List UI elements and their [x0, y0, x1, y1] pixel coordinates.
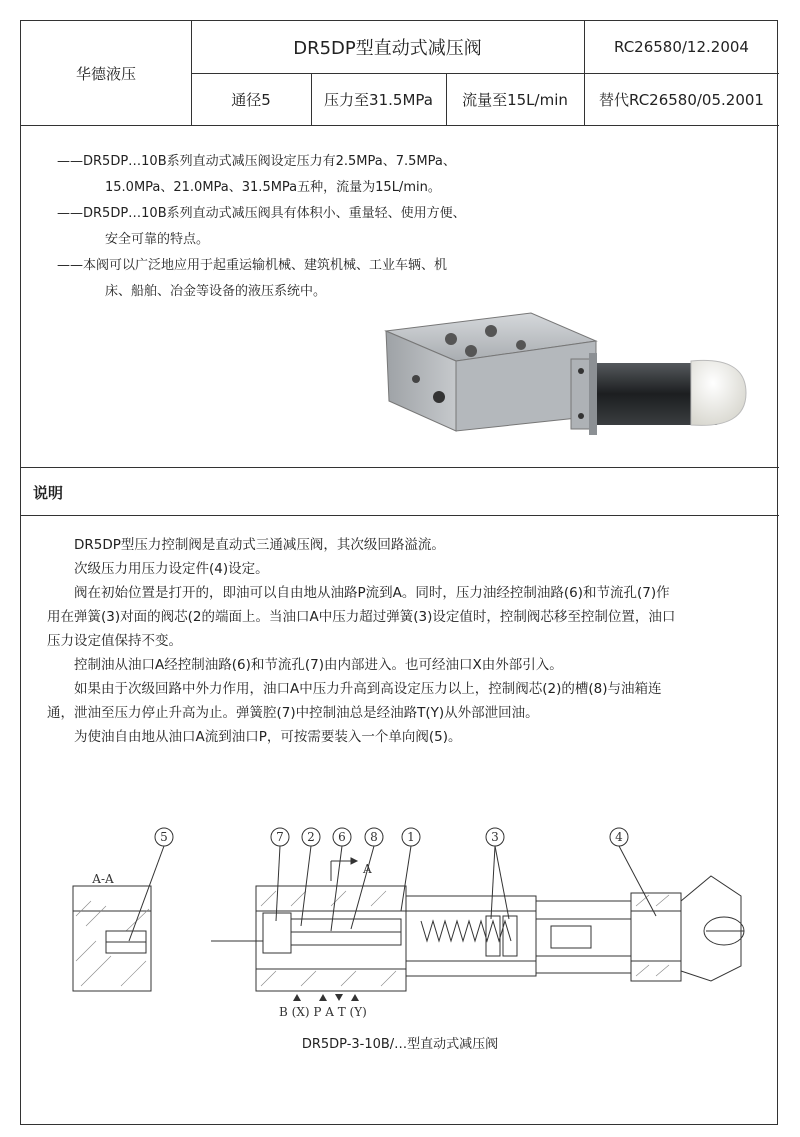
callout-7: 7: [276, 830, 284, 844]
section-arrow-label: A: [363, 862, 372, 876]
description-line: 阀在初始位置是打开的，即油可以自由地从油路P流到A。同时，压力油经控制油路(6)和节流孔(7)作: [74, 585, 670, 601]
port-labels: B (X) P A T (Y): [279, 1005, 367, 1019]
section-title: 说明: [33, 483, 64, 502]
section-divider-top: [21, 467, 779, 468]
description-line: DR5DP型压力控制阀是直动式三通减压阀，其次级回路溢流。: [74, 537, 445, 553]
spec-flow: 流量至15L/min: [462, 90, 568, 109]
drawing-caption: DR5DP-3-10B/…型直动式减压阀: [301, 1037, 499, 1052]
spec-size: 通径5: [231, 90, 271, 109]
callout-6: 6: [338, 830, 346, 844]
callout-3: 3: [491, 830, 499, 844]
header-divider-bottom: [21, 125, 779, 126]
callout-5: 5: [160, 830, 168, 844]
callout-4: 4: [615, 830, 623, 844]
description-line: 压力设定值保持不变。: [47, 633, 182, 649]
description-line: 为使油自由地从油口A流到油口P，可按需要装入一个单向阀(5)。: [74, 729, 462, 745]
intro-line: ——DR5DP…10B系列直动式减压阀具有体积小、重量轻、使用方便、: [57, 206, 466, 221]
section-label: A-A: [92, 872, 114, 886]
spec-pressure: 压力至31.5MPa: [324, 90, 433, 109]
callout-2: 2: [307, 830, 315, 844]
spec-replaces: 替代RC26580/05.2001: [599, 90, 764, 109]
description-text: [47, 533, 759, 749]
page-title: DR5DP型直动式减压阀: [293, 38, 482, 59]
valve-product-photo: [361, 301, 751, 471]
brand-name: 华德液压: [75, 64, 136, 83]
intro-text: [57, 149, 537, 305]
description-line: 次级压力用压力设定件(4)设定。: [74, 561, 269, 577]
description-line: 用在弹簧(3)对面的阀芯(2的端面上。当油口A中压力超过弹簧(3)设定值时，控制阀芯移至控制位置，油口: [47, 609, 676, 625]
callout-8: 8: [370, 830, 378, 844]
intro-line: 安全可靠的特点。: [105, 232, 210, 247]
intro-line: 床、船舶、冶金等设备的液压系统中。: [105, 284, 327, 299]
description-line: 控制油从油口A经控制油路(6)和节流孔(7)由内部进入。也可经油口X由外部引入。: [74, 657, 563, 673]
cross-section-drawing: [51, 801, 751, 1026]
section-divider-bottom: [21, 515, 779, 516]
intro-line: 15.0MPa、21.0MPa、31.5MPa五种，流量为15L/min。: [105, 180, 441, 195]
document-frame: [20, 20, 778, 1125]
callout-1: 1: [407, 830, 415, 844]
intro-line: ——DR5DP…10B系列直动式减压阀设定压力有2.5MPa、7.5MPa、: [57, 154, 456, 169]
intro-line: ——本阀可以广泛地应用于起重运输机械、建筑机械、工业车辆、机: [57, 258, 448, 273]
document-number: RC26580/12.2004: [614, 38, 749, 56]
description-line: 如果由于次级回路中外力作用，油口A中压力升高到高设定压力以上，控制阀芯(2)的槽(8)与油箱连: [74, 681, 662, 697]
description-line: 通，泄油至压力停止升高为止。弹簧腔(7)中控制油总是经油路T(Y)从外部泄回油。: [47, 705, 539, 721]
